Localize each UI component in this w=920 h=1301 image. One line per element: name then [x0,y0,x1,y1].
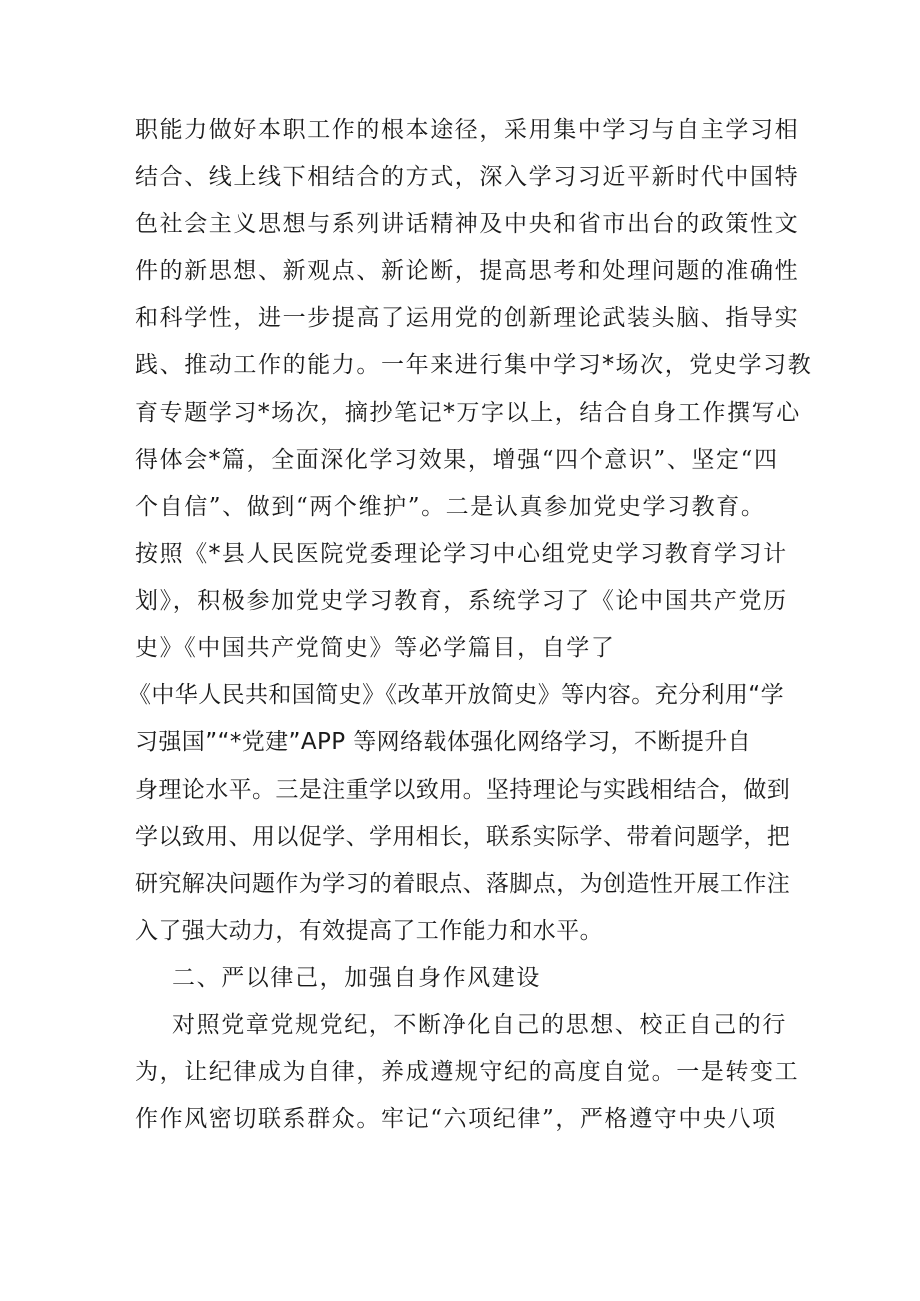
paragraph-line: 得体会*篇，全面深化学习效果，增强“四个意识”、坚定“四 [135,447,779,473]
paragraph-line: 对照党章党规党纪，不断净化自己的思想、校正自己的行 [172,1012,787,1038]
paragraph-line: 研究解决问题作为学习的着眼点、落脚点，为创造性开展工作注 [135,871,791,897]
paragraph-line: 按照《*县人民医院党委理论学习中心组党史学习教育学习计 [135,541,788,567]
paragraph-line: 和科学性，进一步提高了运用党的创新理论武装头脑、指导实 [135,305,800,331]
paragraph-line: 为，让纪律成为自律，养成遵规守纪的高度自觉。一是转变工 [135,1059,800,1085]
paragraph-line: 育专题学习*场次，摘抄笔记*万字以上，结合自身工作撰写心 [135,400,801,426]
paragraph-line: 入了强大动力，有效提高了工作能力和水平。 [135,918,603,944]
paragraph-line: 划》，积极参加党史学习教育，系统学习了《论中国共产党历 [135,588,788,614]
paragraph-line: 习强国”“*党建”APP 等网络载体强化网络学习，不断提升自 [135,729,752,755]
paragraph-line: 作作风密切联系群众。牢记“六项纪律”，严格遵守中央八项 [135,1106,777,1132]
section-heading: 二、严以律己，加强自身作风建设 [172,965,541,991]
paragraph-line: 学以致用、用以促学、学用相长，联系实际学、带着问题学，把 [135,824,791,850]
paragraph-line: 结合、线上线下相结合的方式，深入学习习近平新时代中国特 [135,164,800,190]
paragraph-line: 《中华人民共和国简史》《改革开放简史》等内容。充分利用“学 [128,682,785,708]
paragraph-line: 件的新思想、新观点、新论断，提高思考和处理问题的准确性 [135,258,800,284]
paragraph-line: 史》《中国共产党简史》等必学篇目，自学了 [135,635,616,661]
paragraph-line: 职能力做好本职工作的根本途径，采用集中学习与自主学习相 [135,117,800,143]
paragraph-line: 践、推动工作的能力。一年来进行集中学习*场次，党史学习教 [135,352,813,378]
paragraph-line: 身理论水平。三是注重学以致用。坚持理论与实践相结合，做到 [135,777,791,803]
paragraph-line: 个自信”、做到“两个维护”。二是认真参加党史学习教育。 [135,494,766,520]
paragraph-line: 色社会主义思想与系列讲话精神及中央和省市出台的政策性文 [135,211,800,237]
